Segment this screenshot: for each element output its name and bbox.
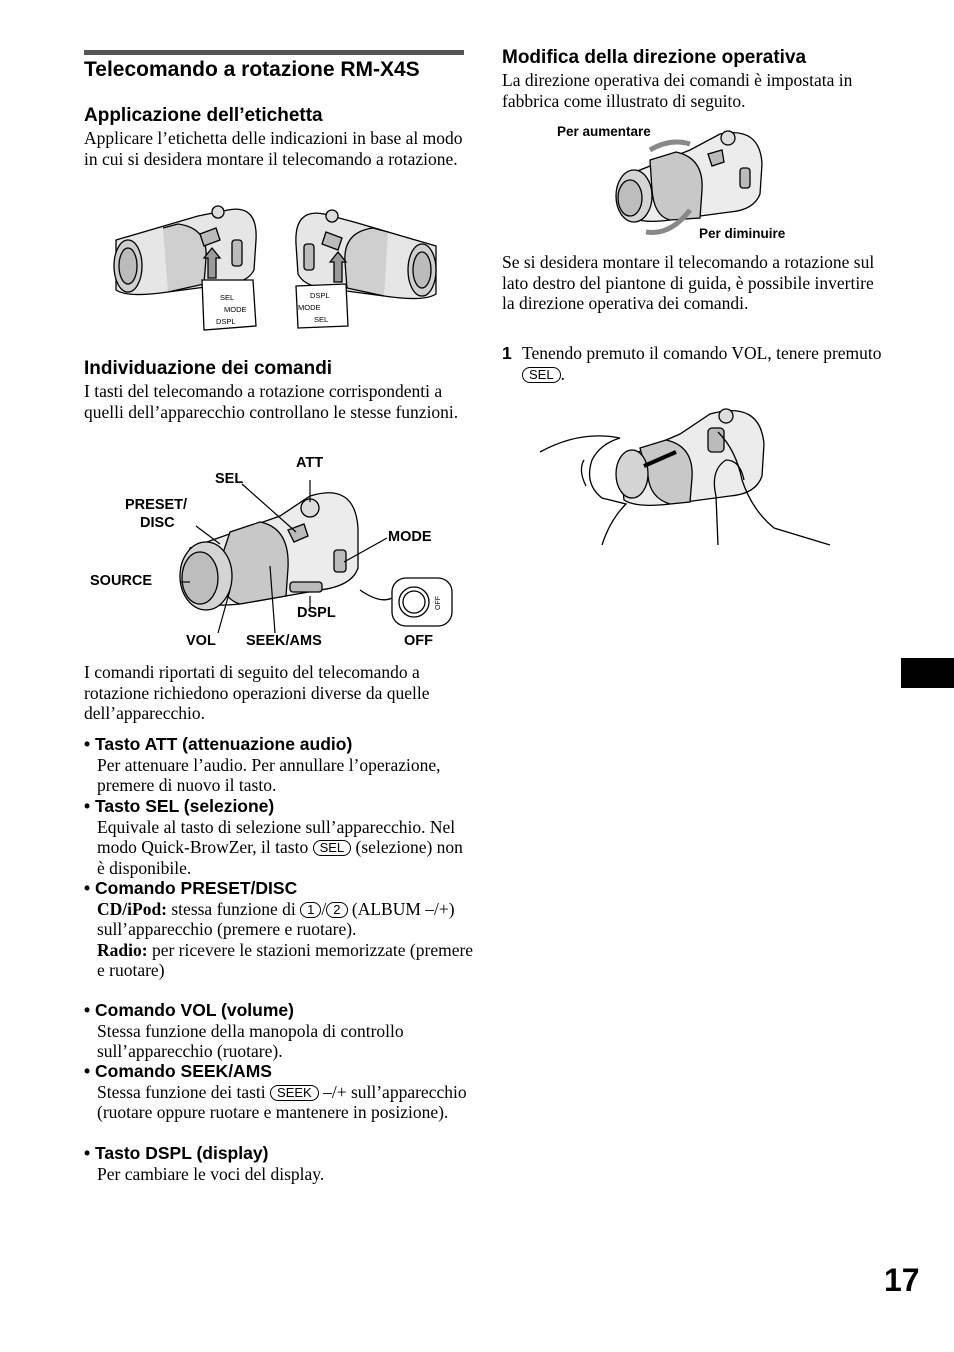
page-number: 17	[884, 1262, 920, 1298]
sticker2-line3: SEL	[314, 315, 329, 324]
key-slash: /	[321, 898, 327, 919]
bullet-seek-title: • Comando SEEK/AMS	[84, 1061, 272, 1081]
label-sel: SEL	[215, 471, 244, 487]
step-text: Tenendo premuto il comando VOL, tenere premuto	[522, 343, 882, 363]
label-seek-ams: SEEK/AMS	[246, 633, 322, 649]
key-2: 2	[326, 902, 347, 918]
label-preset: PRESET/	[125, 497, 188, 513]
bullet-preset-title: • Comando PRESET/DISC	[84, 878, 298, 898]
reverse-text: Se si desidera montare il telecomando a rotazione sul lato destro del piantone di guida, è possibile invertire la direzione operativa dei comandi.	[502, 252, 875, 314]
bullet-sel-text-b: (selezione) non è disponibile.	[97, 837, 463, 878]
key-1: 1	[300, 902, 321, 918]
bullet-att	[84, 734, 474, 796]
ops-text: I comandi riportati di seguito del telecomando a rotazione richiedono operazioni diverse da quelle dell’apparecchio.	[84, 662, 430, 724]
label-disc: DISC	[140, 515, 175, 531]
sticker2-line2: MODE	[298, 303, 321, 312]
bullet-vol	[84, 1000, 474, 1062]
label-att: ATT	[296, 455, 324, 471]
seek-key: SEEK	[270, 1085, 319, 1101]
radio-label: Radio:	[97, 939, 148, 960]
label-text: Applicare l’etichetta delle indicazioni in base al modo in cui si desidera montare il telecomando a rotazione.	[84, 128, 463, 169]
label-mode: MODE	[388, 529, 432, 545]
label-off: OFF	[404, 633, 433, 649]
hand-illustration	[540, 400, 830, 545]
bullet-dspl	[84, 1143, 474, 1184]
section-title: Telecomando a rotazione RM-X4S	[84, 58, 420, 81]
bullet-dspl-text: Per cambiare le voci del display.	[97, 1163, 325, 1184]
sticker1-line3: DSPL	[216, 317, 236, 326]
bullet-seek-text-a: Stessa funzione dei tasti	[97, 1081, 266, 1102]
step-sel-key: SEL	[522, 367, 561, 383]
label-heading: Applicazione dell’etichetta	[84, 105, 323, 126]
label-illustration	[108, 200, 443, 332]
section-rule	[84, 50, 464, 55]
bullet-sel-text-a: Equivale al tasto di selezione sull’apparecchio. Nel modo Quick-BrowZer, il tasto	[97, 816, 456, 858]
bullet-sel	[84, 796, 474, 878]
sticker1-line2: MODE	[224, 305, 247, 314]
bullet-vol-title: • Comando VOL (volume)	[84, 1000, 294, 1020]
increase-label: Per aumentare	[557, 124, 651, 139]
direction-illustration	[610, 124, 770, 239]
bullet-preset	[84, 878, 474, 981]
bullet-seek	[84, 1061, 474, 1123]
cd-text-b: (ALBUM –/+) sull’apparecchio (premere e ruotare).	[97, 898, 455, 940]
bullet-sel-title: • Tasto SEL (selezione)	[84, 796, 275, 816]
step-end: .	[560, 363, 565, 384]
bullet-att-text: Per attenuare l’audio. Per annullare l’operazione, premere di nuovo il tasto.	[97, 754, 441, 796]
cd-label: CD/iPod:	[97, 898, 167, 919]
sticker2-line1: DSPL	[310, 291, 330, 300]
direction-heading: Modifica della direzione operativa	[502, 47, 807, 68]
step-1	[502, 343, 887, 384]
label-source: SOURCE	[90, 573, 153, 589]
controls-heading: Individuazione dei comandi	[84, 358, 333, 379]
sticker1-line1: SEL	[220, 293, 235, 302]
decrease-label: Per diminuire	[699, 226, 786, 241]
direction-intro: La direzione operativa dei comandi è impostata in fabbrica come illustrato di seguito.	[502, 70, 853, 111]
sel-key: SEL	[313, 840, 352, 856]
radio-text: per ricevere le stazioni memorizzate (premere e ruotare)	[97, 939, 474, 981]
label-vol: VOL	[186, 633, 216, 649]
bullet-seek-text-b: –/+ sull’apparecchio (ruotare oppure ruotare e mantenere in posizione).	[97, 1081, 467, 1123]
bullet-vol-text: Stessa funzione della manopola di controllo sull’apparecchio (ruotare).	[97, 1020, 404, 1062]
cd-text-a: stessa funzione di	[171, 898, 296, 919]
section-tab-marker	[901, 658, 954, 688]
bullet-att-title: • Tasto ATT (attenuazione audio)	[84, 734, 353, 754]
controls-text: I tasti del telecomando a rotazione corrispondenti a quelli dell’apparecchio controllano le stesse funzioni.	[84, 381, 459, 422]
off-small-label: OFF	[435, 596, 442, 610]
bullet-dspl-title: • Tasto DSPL (display)	[84, 1143, 269, 1163]
step-number: 1	[502, 343, 512, 363]
label-dspl: DSPL	[297, 605, 336, 621]
